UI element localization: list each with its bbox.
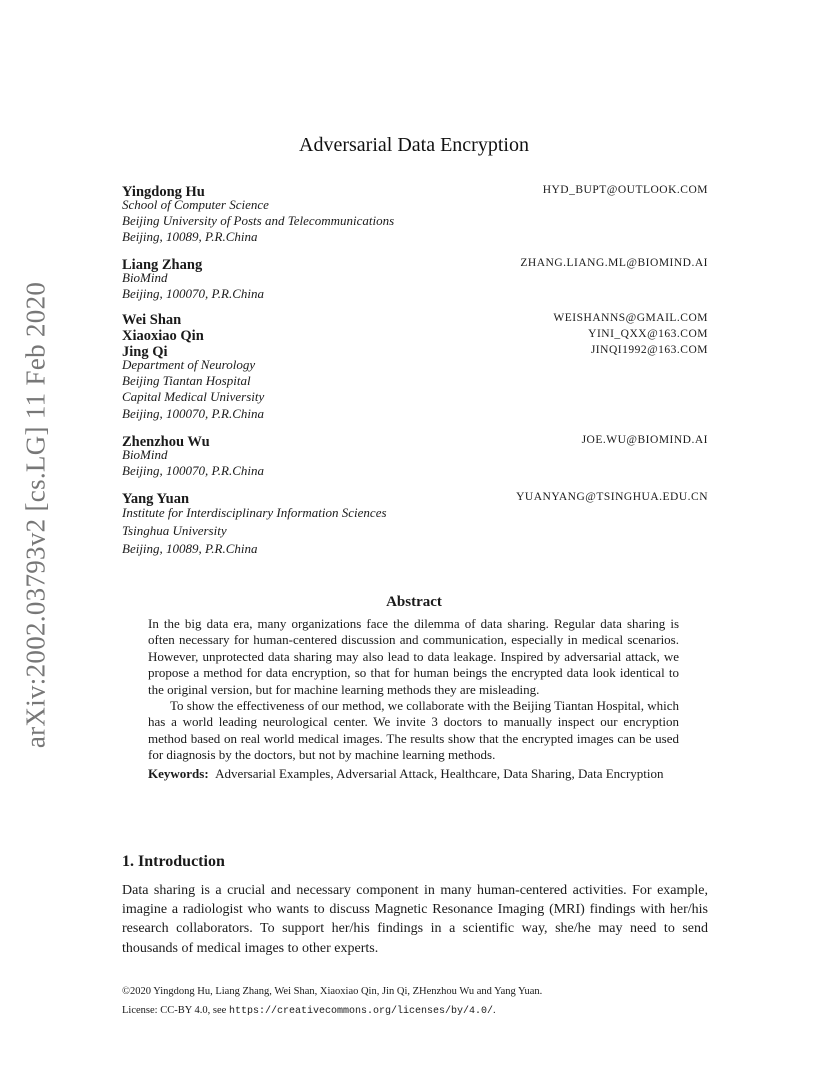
author-name: Liang Zhang <box>122 256 203 273</box>
author-row <box>122 431 708 450</box>
section-heading-introduction: 1. Introduction <box>122 853 225 870</box>
paper-title: Adversarial Data Encryption <box>299 134 529 156</box>
author-affiliation-line: Capital Medical University <box>122 389 265 405</box>
author-affiliation-line: Beijing Tiantan Hospital <box>122 373 251 389</box>
author-email[interactable]: YINI_QXX@163.COM <box>588 328 708 341</box>
abstract-paragraph: In the big data era, many organizations face the dilemma of data sharing. Regular data sharing is often necessary for human-centered discussion and communication, especially in medical scenarios. However, unprotected data sharing may also lead to data leakage. Inspired by adversarial attack, we propose a method for data encryption, so that for human beings the encrypted data look identical to the original version, but for machine learning methods they are misleading. <box>148 616 679 697</box>
author-affiliation-line: Institute for Interdisciplinary Information Sciences <box>122 505 387 521</box>
author-email[interactable]: HYD_BUPT@OUTLOOK.COM <box>542 184 708 196</box>
abstract-paragraph: To show the effectiveness of our method, we collaborate with the Beijing Tiantan Hospital, which has a world leading neurological center. We invite 3 doctors to manually inspect our encryption method based on real world medical images. The results show that the encrypted images can be used for diagnosis by the doctors, but not by machine learning methods. <box>148 698 679 763</box>
author-name: Wei Shan <box>122 312 182 329</box>
author-name: Xiaoxiao Qin <box>122 328 204 345</box>
author-name: Yang Yuan <box>122 491 190 508</box>
author-group <box>122 254 708 302</box>
author-group <box>122 431 708 479</box>
abstract-heading: Abstract <box>386 594 442 610</box>
author-affiliation-line: Beijing University of Posts and Telecommunications <box>122 213 395 229</box>
keywords <box>148 766 679 782</box>
author-affiliation-line: BioMind <box>122 269 168 285</box>
copyright-note: ©2020 Yingdong Hu, Liang Zhang, Wei Shan, Xiaoxiao Qin, Jin Qi, ZHenzhou Wu and Yang Yuan. <box>122 986 543 997</box>
license-link[interactable]: https://creativecommons.org/licenses/by/4.0/ <box>228 1006 493 1017</box>
arxiv-stamp-text: arXiv:2002.03793v2 [cs.LG] 11 Feb 2020 <box>20 281 51 749</box>
author-name: Zhenzhou Wu <box>122 433 210 450</box>
author-row <box>122 309 708 329</box>
author-affiliation-line: BioMind <box>122 446 168 462</box>
author-row <box>122 254 708 273</box>
author-list <box>122 181 708 558</box>
author-email[interactable]: JOE.WU@BIOMIND.AI <box>581 433 708 446</box>
author-affiliation-line: Beijing, 100070, P.R.China <box>122 285 265 301</box>
keywords-text: Adversarial Examples, Adversarial Attack, Healthcare, Data Sharing, Data Encryption <box>215 765 664 781</box>
author-affiliation-line: Beijing, 100070, P.R.China <box>122 463 265 479</box>
author-row <box>122 341 708 361</box>
author-email[interactable]: YUANYANG@TSINGHUA.EDU.CN <box>516 491 708 504</box>
author-affiliation-line: Beijing, 10089, P.R.China <box>122 229 258 245</box>
author-name: Yingdong Hu <box>122 184 205 200</box>
author-affiliation-line: Beijing, 100070, P.R.China <box>122 405 265 421</box>
author-group <box>122 488 708 558</box>
author-row <box>122 181 708 200</box>
author-affiliation-line: Tsinghua University <box>122 523 227 539</box>
author-affiliation-line: Department of Neurology <box>122 357 256 373</box>
author-row <box>122 488 708 508</box>
author-row <box>122 325 708 345</box>
license-suffix: . <box>492 1005 496 1016</box>
license-prefix: License: CC-BY 4.0, see <box>122 1005 229 1016</box>
keywords-label: Keywords: <box>148 765 209 781</box>
author-affiliation-line: School of Computer Science <box>122 197 269 212</box>
author-email[interactable]: JINQI1992@163.COM <box>590 344 708 357</box>
abstract-body <box>148 616 679 782</box>
introduction-text: Data sharing is a crucial and necessary component in many human-centered activities. For example, imagine a radiologist who wants to discuss Magnetic Resonance Imaging (MRI) findings with her/his research collaborators. To support her/his findings in a scientific way, she/he may need to send thousands of medical images to other experts. <box>122 883 708 956</box>
author-group <box>122 181 708 246</box>
author-name: Jing Qi <box>122 344 168 361</box>
license-note <box>122 1001 708 1021</box>
author-email[interactable]: ZHANG.LIANG.ML@BIOMIND.AI <box>520 256 708 269</box>
author-email[interactable]: WEISHANNS@GMAIL.COM <box>553 312 708 325</box>
author-group <box>122 309 708 422</box>
author-affiliation-line: Beijing, 10089, P.R.China <box>122 541 258 557</box>
footnote <box>122 982 708 1021</box>
